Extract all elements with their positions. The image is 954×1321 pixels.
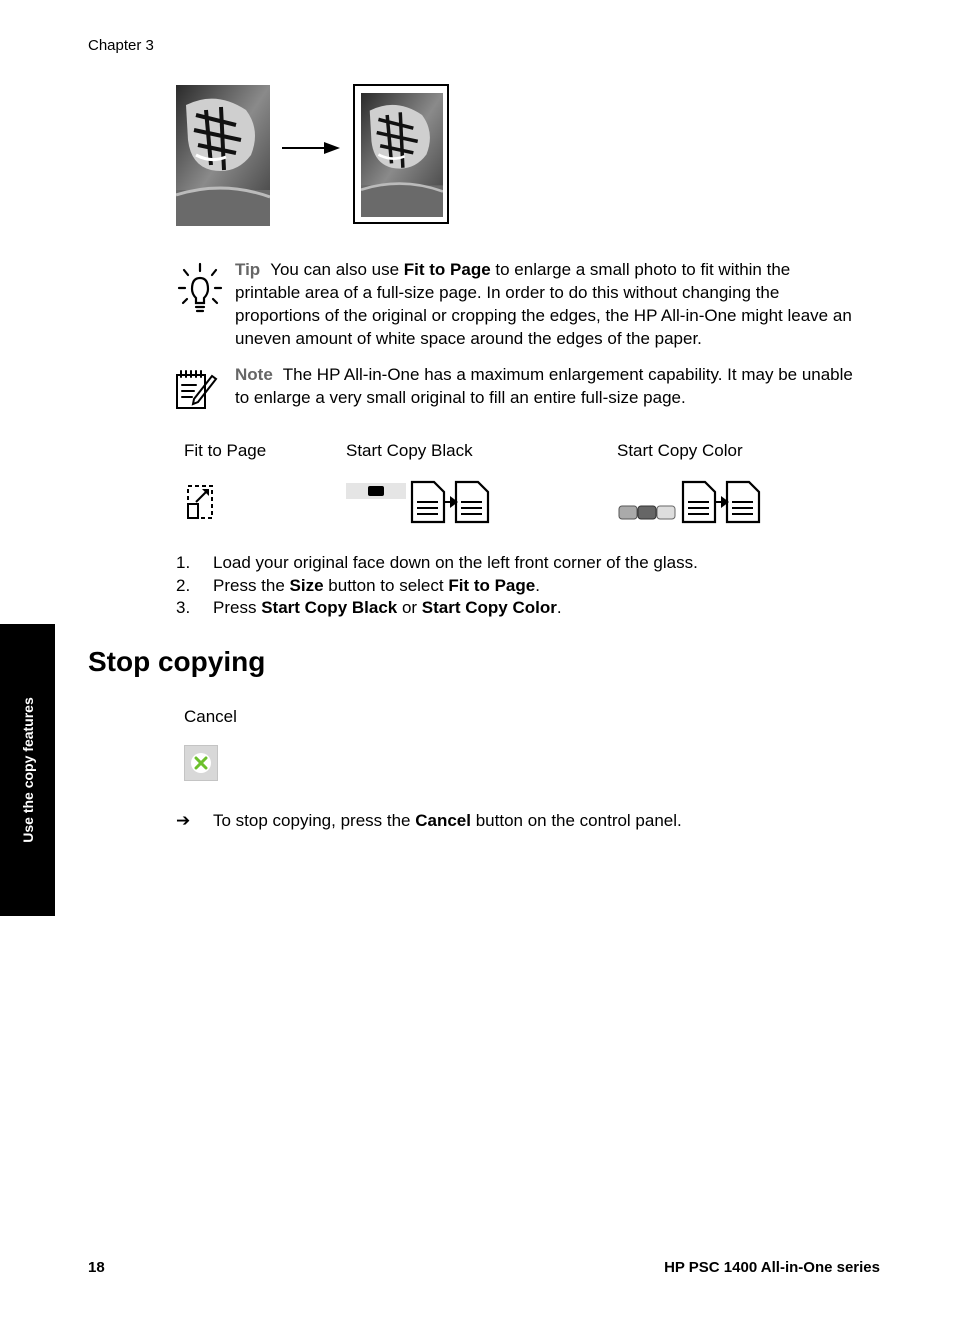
note-lead: Note: [235, 365, 273, 384]
tiger-photo-enlarged: [361, 93, 443, 217]
note-paragraph: Note The HP All-in-One has a maximum enlargement capability. It may be unable to enlarge a very small original to fill an entire full-size page.: [235, 365, 853, 407]
arrow-icon: [280, 138, 342, 158]
list-item: 3. Press Start Copy Black or Start Copy Color.: [176, 598, 562, 617]
side-tab: [0, 624, 55, 916]
chapter-label: Chapter 3: [88, 37, 154, 54]
start-copy-black-icon: [346, 480, 492, 526]
notepad-pencil-icon: [174, 367, 220, 411]
stop-instruction: ➔ To stop copying, press the Cancel button on the control panel.: [176, 811, 682, 830]
close-icon: [185, 746, 217, 780]
start-copy-color-icon: [617, 480, 763, 526]
steps-list: [176, 552, 698, 620]
cancel-label: Cancel: [184, 707, 237, 726]
page-number: 18: [88, 1259, 105, 1276]
arrow-bullet-icon: ➔: [176, 811, 191, 830]
tip-paragraph: Tip You can also use Fit to Page to enlarge a small photo to fit within the printable area of a full-size page. In order to do this without changing the proportions of the original or cropping the edges, the HP All-in-One might leave an uneven amount of white space around the edges of the paper.: [235, 260, 852, 348]
start-copy-color-label: Start Copy Color: [617, 441, 743, 460]
fit-to-page-icon: [186, 484, 214, 520]
tip-lead: Tip: [235, 260, 261, 279]
lightbulb-icon: [177, 262, 223, 314]
start-copy-black-label: Start Copy Black: [346, 441, 473, 460]
list-item: 2. Press the Size button to select Fit to Page.: [176, 575, 540, 595]
cancel-button-image: [184, 745, 218, 781]
section-title: Stop copying: [88, 646, 266, 677]
fit-to-page-result: [353, 84, 449, 224]
fit-to-page-label: Fit to Page: [184, 441, 267, 460]
product-name: HP PSC 1400 All-in-One series: [664, 1259, 880, 1276]
list-item: 1. Load your original face down on the left front corner of the glass.: [176, 553, 698, 572]
side-tab-label: Use the copy features: [19, 697, 36, 843]
tiger-photo-original: [176, 85, 270, 226]
